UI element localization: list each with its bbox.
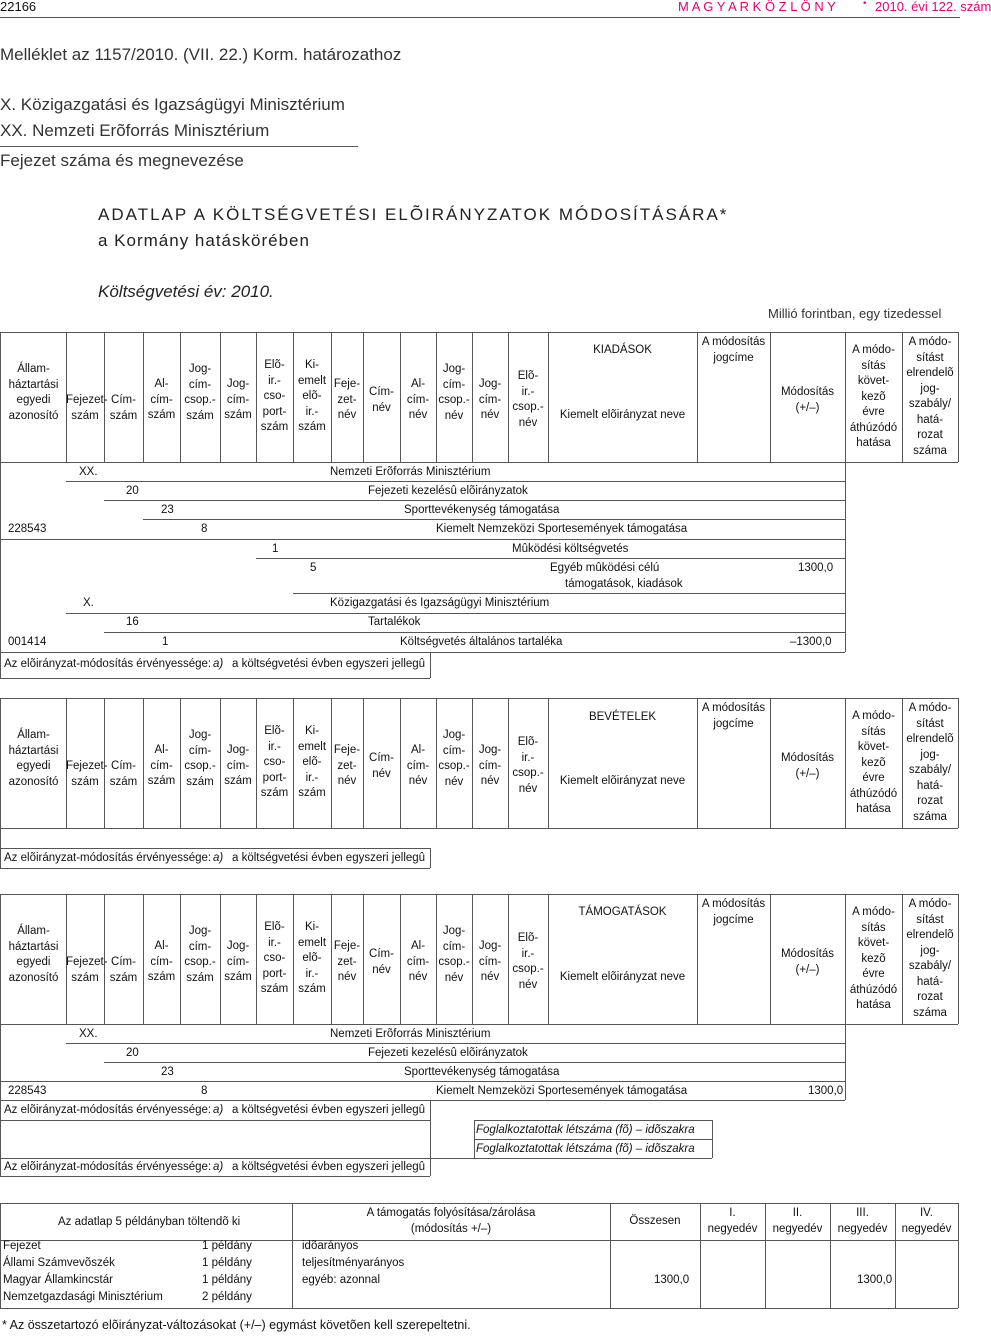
col-fejezetnev: Feje- zet- név (333, 378, 361, 421)
recipient-1-count: 1 példány (202, 1240, 252, 1252)
col-allamhaztartasi: Állam- háztartási egyedi azonosító (8, 363, 59, 422)
copies-label: Az adatlap 5 példányban töltendõ ki (58, 1216, 241, 1228)
tam-col-athuzodo: A módo- sítás követ- kezõ évre áthúzódó hatása (849, 906, 898, 1011)
header-bullet: • (862, 0, 868, 9)
bev-col-alcimszam: Al- cím- szám (147, 744, 176, 787)
tam-col-jogcimcsopnev: Jog- cím- csop.- név (438, 925, 470, 984)
quarter-2-header: II. negyedév (772, 1207, 823, 1235)
tam-col-eloircsopnev: Elõ- ir.- csop.- név (512, 932, 544, 991)
flow-label: A támogatás folyósítása/zárolása (módosítás +/–) (366, 1207, 536, 1235)
kiad-row-tartalek-kiemelt: Költségvetés általános tartaléka (400, 636, 563, 648)
kiad-row-x-name: Közigazgatási és Igazságügyi Minisztérium (330, 597, 550, 609)
recipient-2-name: Állami Számvevõszék (3, 1257, 115, 1269)
tam-row-jogcim-name: Kiemelt Nemzeközi Sportesemények támogatása (436, 1085, 688, 1097)
quarter-3-header: III. negyedév (837, 1207, 888, 1235)
section-kiadasok: KIADÁSOK (593, 344, 652, 356)
col-jogcimnev: Jog- cím- név (478, 378, 502, 421)
tam-row-fejezet-name: Nemzeti Erõforrás Minisztérium (330, 1028, 491, 1040)
foglalkoztatott-1: Foglalkoztatottak létszáma (fõ) – idõszakra (476, 1124, 695, 1136)
flow-q3: 1300,0 (857, 1274, 893, 1286)
section-bevetelek: BEVÉTELEK (588, 711, 657, 723)
kiad-row-csoport-code: 1 (272, 543, 279, 555)
tam-row-jogcim-code: 8 (201, 1085, 208, 1097)
tam-col-eloircsoportszam: Elõ- ir.- cso- port- szám (260, 921, 289, 995)
col-athuzodo: A módo- sítás követ- kezõ évre áthúzódó hatása (849, 344, 898, 449)
flow-row-teljesitmeny: teljesítményarányos (302, 1257, 405, 1269)
tam-row-alcim-code: 23 (161, 1066, 174, 1078)
flow-row-idoaranyos: idõarányos (302, 1240, 359, 1252)
bev-col-allamhaztartasi: Állam- háztartási egyedi azonosító (8, 729, 59, 788)
col-alcimnev: Al- cím- név (406, 378, 430, 421)
flow-row-egyeb: egyéb: azonnal (302, 1274, 381, 1286)
bev-col-jogcimcsopszam: Jog- cím- csop.- szám (184, 729, 216, 788)
tam-col-kiemelteloirszam: Ki- emelt elõ- ir.- szám (297, 921, 327, 995)
col-cimszam: Cím- szám (109, 394, 138, 422)
validity-option: a) (213, 658, 224, 670)
kiad-row-cim-code: 20 (126, 485, 139, 497)
recipient-4-name: Nemzetgazdasági Minisztérium (3, 1291, 163, 1303)
bev-col-cimszam: Cím- szám (109, 760, 138, 788)
tam-validity-option: a) (213, 1104, 224, 1116)
tam-validity-option-2: a) (213, 1161, 224, 1173)
chapter-x: X. Közigazgatási és Igazságügyi Minisztérium (0, 95, 345, 114)
bev-validity-text: a költségvetési évben egyszeri jellegû (232, 852, 426, 864)
bev-col-jogcimnev: Jog- cím- név (478, 744, 502, 787)
kiad-row-alcim-name: Sporttevékenység támogatása (404, 504, 560, 516)
col-eloircsopnev: Elõ- ir.- csop.- név (512, 370, 544, 429)
kiad-row-jogcim-name: Kiemelt Nemzeközi Sportesemények támogatása (436, 523, 688, 535)
tam-col-jogszabaly: A módo- sítást elrendelõ jog- szabály/ hatá- rozat száma (906, 898, 954, 1019)
tam-row-fejezet-code: XX. (79, 1028, 98, 1040)
tam-col-jogcimnev: Jog- cím- név (478, 940, 502, 983)
col-alcimszam: Al- cím- szám (147, 378, 176, 421)
tam-row-cim-name: Fejezeti kezelésû elõirányzatok (368, 1047, 528, 1059)
osszesen-header: Összesen (629, 1215, 681, 1227)
kiad-row-tartalek-value: –1300,0 (790, 636, 832, 648)
recipient-3-name: Magyar Államkincstár (3, 1274, 113, 1286)
page-number: 22166 (0, 0, 37, 14)
tam-row-cim-code: 20 (126, 1047, 139, 1059)
quarter-4-header: IV. negyedév (901, 1207, 952, 1235)
kiad-row-fejezet-code: XX. (79, 466, 98, 478)
chapter-underline (0, 146, 358, 147)
kiad-row-alcim-code: 23 (161, 504, 174, 516)
kiad-row-x-code: X. (83, 597, 94, 609)
bev-col-jogcime: A módosítás jogcíme (701, 702, 766, 730)
col-jogcimcsopszam: Jog- cím- csop.- szám (184, 363, 216, 422)
tam-row-azonosito: 228543 (8, 1085, 47, 1097)
col-eloircsoportszam: Elõ- ir.- cso- port- szám (260, 359, 289, 433)
col-kiemelt-nev: Kiemelt elõirányzat neve (559, 409, 686, 421)
bev-col-jogcimcsopnev: Jog- cím- csop.- név (438, 729, 470, 788)
bev-col-jogcimszam: Jog- cím- szám (224, 744, 252, 787)
unit-note: Millió forintban, egy tizedessel (768, 306, 942, 321)
bev-col-athuzodo: A módo- sítás követ- kezõ évre áthúzódó hatása (849, 710, 898, 815)
tam-col-fejezetszam: Fejezet- szám (66, 956, 108, 984)
col-jogszabaly: A módo- sítást elrendelõ jog- szabály/ hatá- rozat száma (906, 336, 954, 457)
bev-col-kiemelteloirszam: Ki- emelt elõ- ir.- szám (297, 725, 327, 799)
bev-col-jogszabaly: A módo- sítást elrendelõ jog- szabály/ hatá- rozat száma (906, 702, 954, 823)
kiad-row-fejezet-name: Nemzeti Erõforrás Minisztérium (330, 466, 491, 478)
kiad-row-azonosito: 228543 (8, 523, 47, 535)
tam-col-jogcimszam: Jog- cím- szám (224, 940, 252, 983)
recipient-1-name: Fejezet (3, 1240, 41, 1252)
melleklet-title: Melléklet az 1157/2010. (VII. 22.) Korm. határozathoz (0, 45, 402, 64)
col-jogcime: A módosítás jogcíme (701, 336, 766, 364)
validity-label: Az elõirányzat-módosítás érvényessége: (4, 658, 212, 670)
col-jogcimszam: Jog- cím- szám (224, 378, 252, 421)
tam-col-jogcime: A módosítás jogcíme (701, 898, 766, 926)
kiad-row-cim-name: Fejezeti kezelésû elõirányzatok (368, 485, 528, 497)
tam-validity-text: a költségvetési évben egyszeri jellegû (232, 1104, 426, 1116)
kiad-row-tartalek-code: 16 (126, 616, 139, 628)
col-cimnev: Cím- név (369, 386, 394, 414)
recipient-2-count: 1 példány (202, 1257, 252, 1269)
tam-col-fejezetnev: Feje- zet- név (333, 940, 361, 983)
bev-col-fejezetszam: Fejezet- szám (66, 760, 108, 788)
kiad-row-jogcim-code: 8 (201, 523, 208, 535)
kiad-row-kiemelt-name-1: Egyéb mûködési célú (550, 562, 660, 574)
bev-col-modositas: Módosítás (+/–) (780, 752, 835, 780)
kiad-row-csoport-name: Mûködési költségvetés (512, 543, 629, 555)
tam-col-jogcimcsopszam: Jog- cím- csop.- szám (184, 925, 216, 984)
bev-validity-option: a) (213, 852, 224, 864)
tam-col-cimszam: Cím- szám (109, 956, 138, 984)
kiad-row-tartalek-name: Tartalékok (368, 616, 421, 628)
section-tamogatasok: TÁMOGATÁSOK (578, 906, 667, 918)
tam-validity-label: Az elõirányzat-módosítás érvényessége: (4, 1104, 212, 1116)
header-rule (0, 17, 960, 18)
bev-col-cimnev: Cím- név (369, 752, 394, 780)
flow-total: 1300,0 (654, 1274, 690, 1286)
foglalkoztatott-2: Foglalkoztatottak létszáma (fõ) – idõszakra (476, 1143, 695, 1155)
col-fejezetszam: Fejezet- szám (66, 394, 108, 422)
tam-col-cimnev: Cím- név (369, 948, 394, 976)
tam-validity-label-2: Az elõirányzat-módosítás érvényessége: (4, 1161, 212, 1173)
tam-validity-text-2: a költségvetési évben egyszeri jellegû (232, 1161, 426, 1173)
tam-col-alcimszam: Al- cím- szám (147, 940, 176, 983)
bev-col-eloircsopnev: Elõ- ir.- csop.- név (512, 736, 544, 795)
tam-col-allamhaztartasi: Állam- háztartási egyedi azonosító (8, 925, 59, 984)
col-kiemelteloirszam: Ki- emelt elõ- ir.- szám (297, 359, 327, 433)
journal-name: M A G Y A R K Ö Z L Ö N Y (678, 0, 836, 14)
col-modositas: Módosítás (+/–) (780, 386, 835, 414)
kiad-row-tartalek-azonosito: 001414 (8, 636, 47, 648)
recipient-3-count: 1 példány (202, 1274, 252, 1286)
tam-col-alcimnev: Al- cím- név (406, 940, 430, 983)
budget-year: Költségvetési év: 2010. (98, 282, 274, 301)
tam-col-kiemelt-nev: Kiemelt elõirányzat neve (559, 971, 686, 983)
kiad-row-kiemelt-code: 5 (310, 562, 317, 574)
bev-col-kiemelt-nev: Kiemelt elõirányzat neve (559, 775, 686, 787)
bev-validity-label: Az elõirányzat-módosítás érvényessége: (4, 852, 212, 864)
chapter-label: Fejezet száma és megnevezése (0, 151, 244, 170)
issue-number: 2010. évi 122. szám (875, 0, 991, 14)
chapter-xx: XX. Nemzeti Erõforrás Minisztérium (0, 121, 270, 140)
tam-row-jogcim-value: 1300,0 (808, 1085, 844, 1097)
recipient-4-count: 2 példány (202, 1291, 252, 1303)
bev-col-fejezetnev: Feje- zet- név (333, 744, 361, 787)
validity-text: a költségvetési évben egyszeri jellegû (232, 658, 426, 670)
kiad-row-kiemelt-value: 1300,0 (798, 562, 834, 574)
form-subtitle: a Kormány hatáskörében (98, 231, 310, 250)
col-jogcimcsopnev: Jog- cím- csop.- név (438, 363, 470, 422)
tam-row-alcim-name: Sporttevékenység támogatása (404, 1066, 560, 1078)
tam-col-modositas: Módosítás (+/–) (780, 948, 835, 976)
footnote: * Az összetartozó elõirányzat-változásokat (+/–) egymást követõen kell szerepeltetni. (2, 1318, 471, 1332)
form-title: ADATLAP A KÖLTSÉGVETÉSI ELÕIRÁNYZATOK MÓDOSÍTÁSÁRA* (98, 205, 729, 224)
bev-col-alcimnev: Al- cím- név (406, 744, 430, 787)
kiad-row-kiemelt-name-2: támogatások, kiadások (565, 578, 683, 590)
quarter-1-header: I. negyedév (707, 1207, 758, 1235)
kiad-row-tartalek-alcim: 1 (162, 636, 169, 648)
bev-col-eloircsoportszam: Elõ- ir.- cso- port- szám (260, 725, 289, 799)
